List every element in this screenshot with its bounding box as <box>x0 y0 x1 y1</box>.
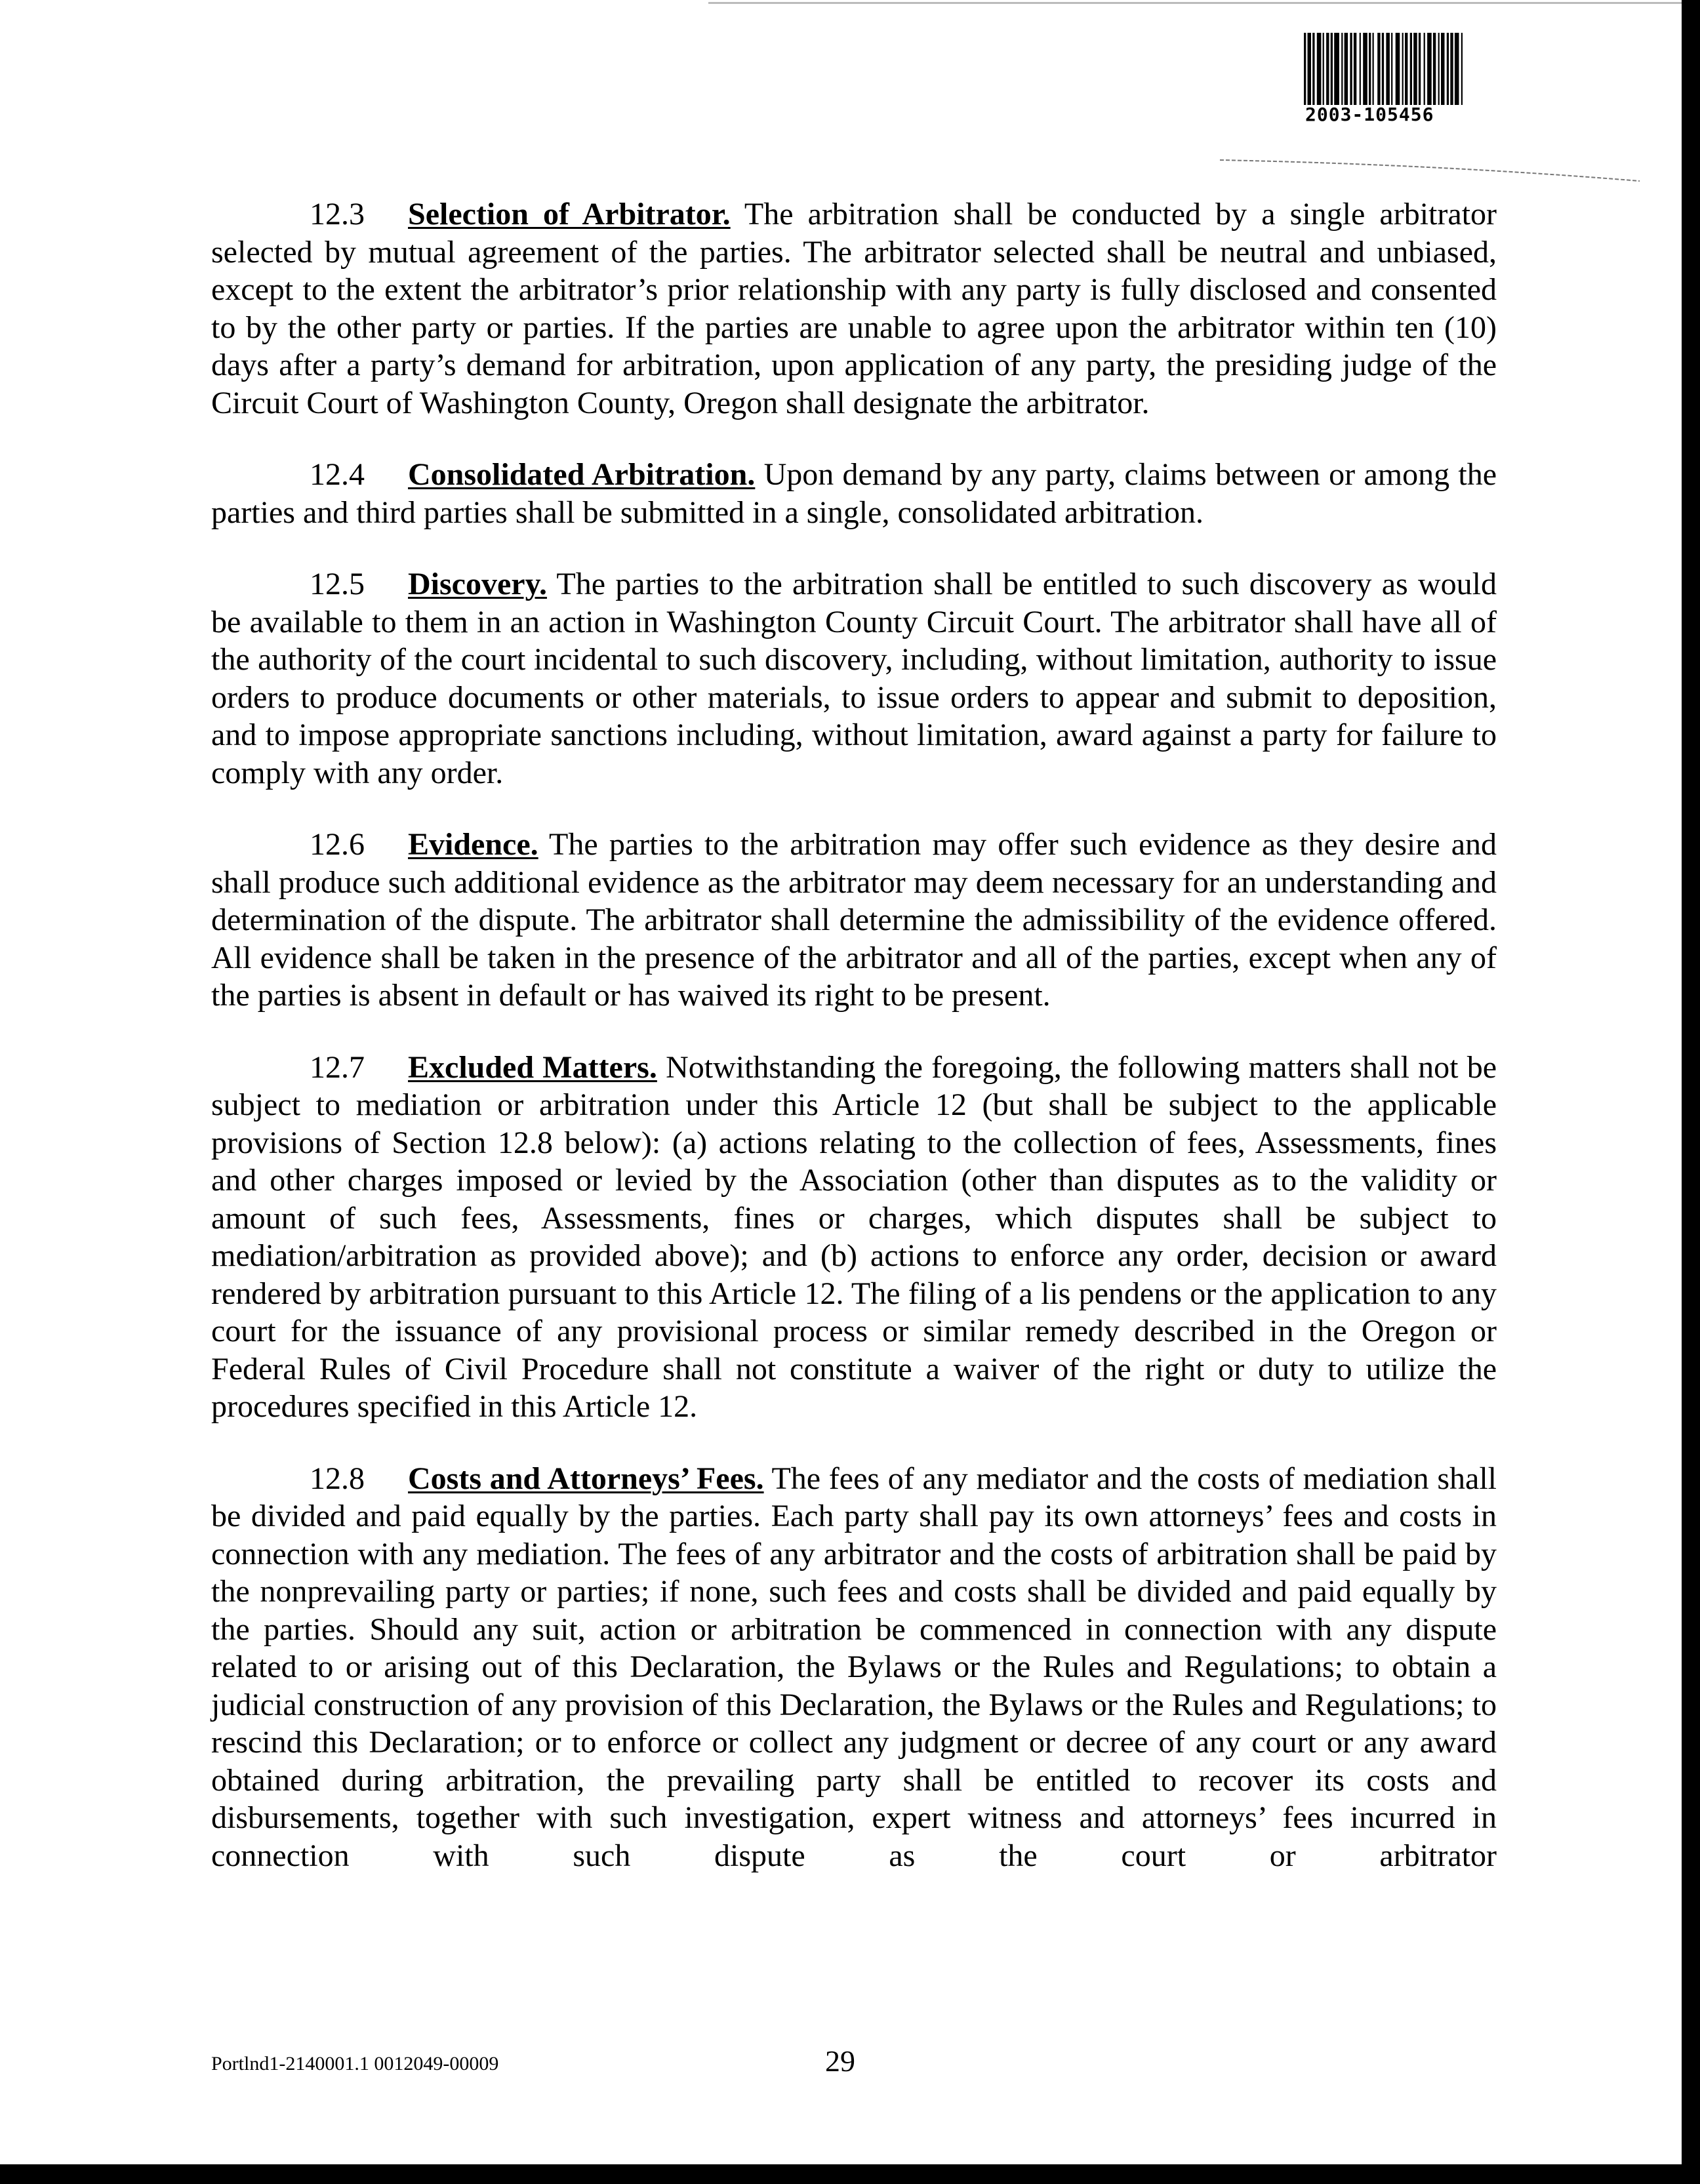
section-heading: Excluded Matters. <box>408 1049 657 1085</box>
section-heading: Consolidated Arbitration. <box>408 457 756 492</box>
barcode-number: 2003-105456 <box>1305 104 1434 125</box>
barcode-bar <box>1441 33 1445 105</box>
barcode-bar <box>1405 33 1407 105</box>
barcode-bar <box>1331 33 1333 105</box>
barcode-icon <box>1304 33 1599 105</box>
barcode-bar <box>1450 33 1453 105</box>
section-text: Notwithstanding the foregoing, the following matters shall not be subject to mediation or arbitration under this Article 12 (but shall be subject to the applicable provisions of Section 12.8 below): (a) actions relating to the collection of fees, Assessments, fines and other charges imposed or levied by the Association (other than disputes as to the validity or amount of such fees, Assessments, fines or charges, which disputes shall be subject to mediation/arbitration as provided above); and (b) actions to enforce any order, decision or award rendered by arbitration pursuant to this Article 12. The filing of a lis pendens or the application to any court for the issuance of any provisional process or similar remedy described in the Oregon or Federal Rules of Civil Procedure shall not constitute a waiver of the right or duty to utilize the procedures specified in this Article 12. <box>211 1049 1497 1424</box>
barcode-bar <box>1391 33 1392 105</box>
barcode-bar <box>1341 33 1343 105</box>
barcode-bar <box>1363 33 1367 105</box>
section-text: Upon demand by any party, claims between or among the parties and third parties shall be submitted in a single, consolidated arbitration. <box>211 457 1497 530</box>
section-12-7 <box>211 1049 1497 1426</box>
document-body <box>211 195 1497 1874</box>
section-12-3 <box>211 195 1497 422</box>
barcode-bar <box>1369 33 1371 105</box>
barcode-bar <box>1424 33 1425 105</box>
barcode-bar <box>1308 33 1312 105</box>
barcode-bar <box>1455 33 1459 105</box>
section-number: 12.5 <box>310 567 365 601</box>
section-heading: Costs and Attorneys’ Fees. <box>408 1461 764 1496</box>
scan-edge-line <box>708 2 1682 4</box>
barcode-bar <box>1312 33 1314 105</box>
barcode-bar <box>1461 33 1463 105</box>
barcode-bar <box>1345 33 1348 105</box>
page-number: 29 <box>825 2044 855 2078</box>
section-text: The arbitration shall be conducted by a single arbitrator selected by mutual agreement of the parties. The arbitrator selected shall be neutral and unbiased, except to the extent the arbitrator’s prior relationship with any party is fully disclosed and consented to by the other party or parties. If the parties are unable to agree upon the arbitrator within ten (10) days after a party’s demand for arbitration, upon application of any party, the presiding judge of the Circuit Court of Washington County, Oregon shall designate the arbitrator. <box>211 197 1497 420</box>
footer-document-id: Portlnd1-2140001.1 0012049-00009 <box>211 2053 499 2074</box>
section-number: 12.6 <box>310 827 365 862</box>
section-text: The parties to the arbitration may offer such evidence as they desire and shall produce such additional evidence as the arbitrator may deem necessary for an understanding and determination of the dispute. The arbitrator shall determine the admissibility of the evidence offered. All evidence shall be taken in the presence of the arbitrator and all of the parties, except when any of the parties is absent in default or has waived its right to be present. <box>211 827 1497 1013</box>
barcode-bar <box>1410 33 1412 105</box>
section-heading: Selection of Arbitrator. <box>408 197 731 232</box>
section-number: 12.8 <box>310 1461 365 1496</box>
section-number: 12.3 <box>310 197 365 232</box>
section-text: The fees of any mediator and the costs of mediation shall be divided and paid equally by the parties. Each party shall pay its own attorneys’ fees and costs in connection with any mediation. The fees of any arbitrator and the costs of arbitration shall be paid by the nonprevailing party or parties; if none, such fees and costs shall be divided and paid equally by the parties. Should any suit, action or arbitration be commenced in connection with any dispute related to or arising out of this Declaration, the Bylaws or the Rules and Regulations; to obtain a judicial construction of any provision of this Declaration, the Bylaws or the Rules and Regulations; to rescind this Declaration; or to enforce or collect any judgment or decree of any court or any award obtained during arbitration, the prevailing party shall be entitled to recover its costs and disbursements, together with such investigation, expert witness and attorneys’ fees incurred in connection with such dispute as the court or arbitrator <box>211 1461 1497 1873</box>
section-text: The parties to the arbitration shall be entitled to such discovery as would be available to them in an action in Washington County Circuit Court. The arbitrator shall have all of the authority of the court incidental to such discovery, including, without limitation, authority to issue orders to produce documents or other materials, to issue orders to appear and submit to deposition, and to impose appropriate sanctions including, without limitation, award against a party for failure to comply with any order. <box>211 567 1497 790</box>
barcode-bar <box>1396 33 1400 105</box>
section-heading: Evidence. <box>408 827 538 862</box>
section-12-5 <box>211 565 1497 792</box>
barcode-bar <box>1350 33 1352 105</box>
barcode-bar <box>1373 33 1374 105</box>
section-12-6 <box>211 826 1497 1015</box>
barcode-stamp <box>1304 33 1599 138</box>
barcode-bar <box>1317 33 1322 105</box>
barcode-bar <box>1382 33 1384 105</box>
barcode-bar <box>1326 33 1329 105</box>
barcode-bar <box>1386 33 1390 105</box>
section-12-8 <box>211 1460 1497 1875</box>
barcode-bar <box>1402 33 1404 105</box>
barcode-bar <box>1304 33 1306 105</box>
barcode-bar <box>1438 33 1440 105</box>
barcode-bar <box>1334 33 1339 105</box>
recording-stamp-line <box>1220 157 1640 184</box>
section-number: 12.4 <box>310 457 365 492</box>
section-12-4 <box>211 456 1497 531</box>
barcode-bar <box>1377 33 1380 105</box>
barcode-bar <box>1413 33 1417 105</box>
section-heading: Discovery. <box>408 567 547 601</box>
barcode-bar <box>1419 33 1421 105</box>
barcode-bar <box>1354 33 1356 105</box>
section-number: 12.7 <box>310 1049 365 1085</box>
barcode-bar <box>1433 33 1436 105</box>
barcode-bar <box>1360 33 1361 105</box>
barcode-bar <box>1447 33 1449 105</box>
barcode-bar <box>1323 33 1324 105</box>
barcode-bar <box>1427 33 1432 105</box>
